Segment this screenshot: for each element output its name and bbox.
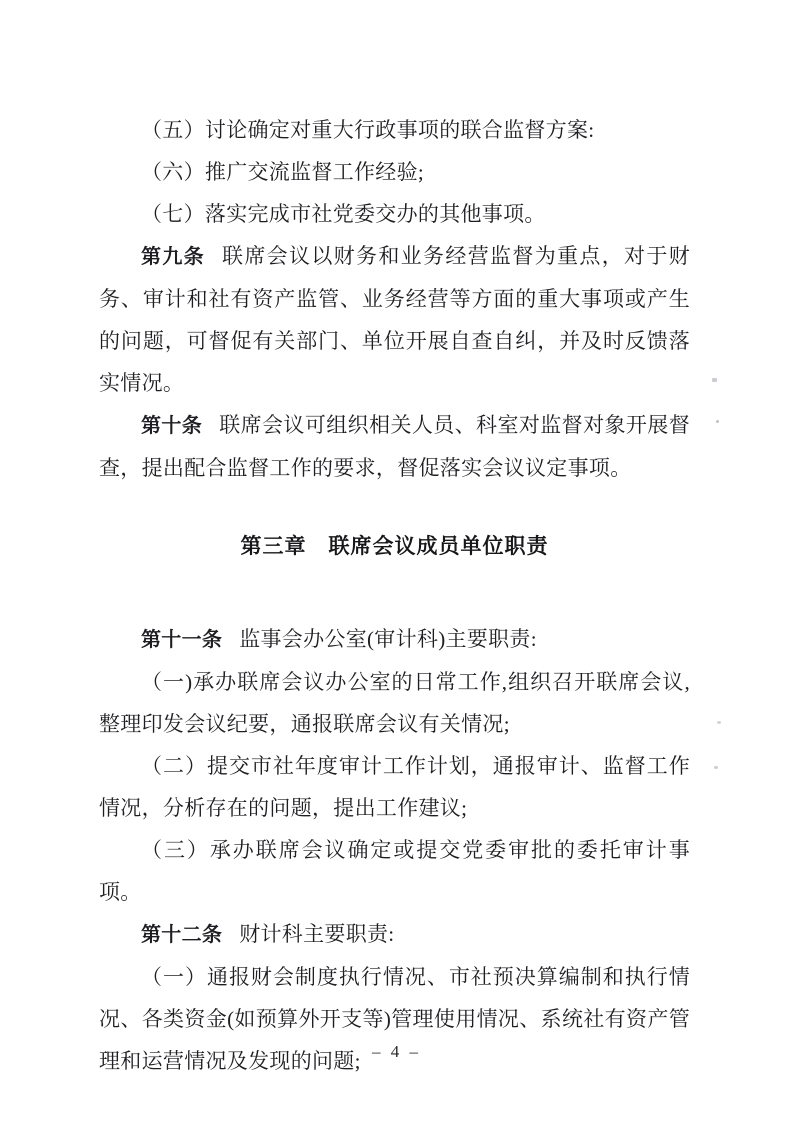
article-12-text: 财计科主要职责:: [239, 922, 395, 946]
list-item-5: （五）讨论确定对重大行政事项的联合监督方案:: [141, 118, 595, 142]
list-item-7: （七）落实完成市社党委交办的其他事项。: [141, 202, 546, 226]
article-9-number: 第九条: [141, 246, 206, 268]
article-9-text: 联席会议以财务和业务经营监督为重点，对于财务、审计和社有资产监管、业务经营等方面的重大事项或产生的问题，可督促有关部门、单位开展自查自纠，并及时反馈落实情况。: [99, 244, 690, 395]
scan-speck: [716, 420, 719, 423]
article-10-number: 第十条: [141, 415, 203, 437]
scan-speck: [712, 378, 717, 382]
article-12: [99, 913, 690, 956]
chapter-heading: 第三章 联席会议成员单位职责: [240, 535, 549, 558]
list-item-2a: （二）提交市社年度审计工作计划，通报审计、监督工作情况，分析存在的问题，提出工作建议;: [99, 754, 690, 820]
article-9: [99, 235, 690, 404]
article-11-text: 监事会办公室(审计科)主要职责:: [239, 627, 537, 651]
scan-speck: [714, 766, 718, 769]
article-11: [99, 618, 690, 661]
article-11-number: 第十一条: [141, 629, 223, 651]
list-item-3a: （三）承办联席会议确定或提交党委审批的委托审计事项。: [99, 838, 690, 904]
scan-speck: [717, 721, 721, 724]
article-12-number: 第十二条: [141, 924, 223, 946]
list-item-1b: （一）通报财会制度执行情况、市社预决算编制和执行情况、各类资金(如预算外开支等)管理使用情况、系统社有资产管理和运营情况及发现的问题;: [99, 965, 690, 1073]
list-item-1a: （一)承办联席会议办公室的日常工作,组织召开联席会议,整理印发会议纪要，通报联席会议有关情况;: [99, 670, 690, 736]
list-item-6: （六）推广交流监督工作经验;: [141, 160, 425, 184]
article-10: [99, 404, 690, 489]
page-number: – 4 –: [372, 1042, 421, 1061]
article-10-text: 联席会议可组织相关人员、科室对监督对象开展督查，提出配合监督工作的要求，督促落实会议议定事项。: [99, 413, 690, 480]
